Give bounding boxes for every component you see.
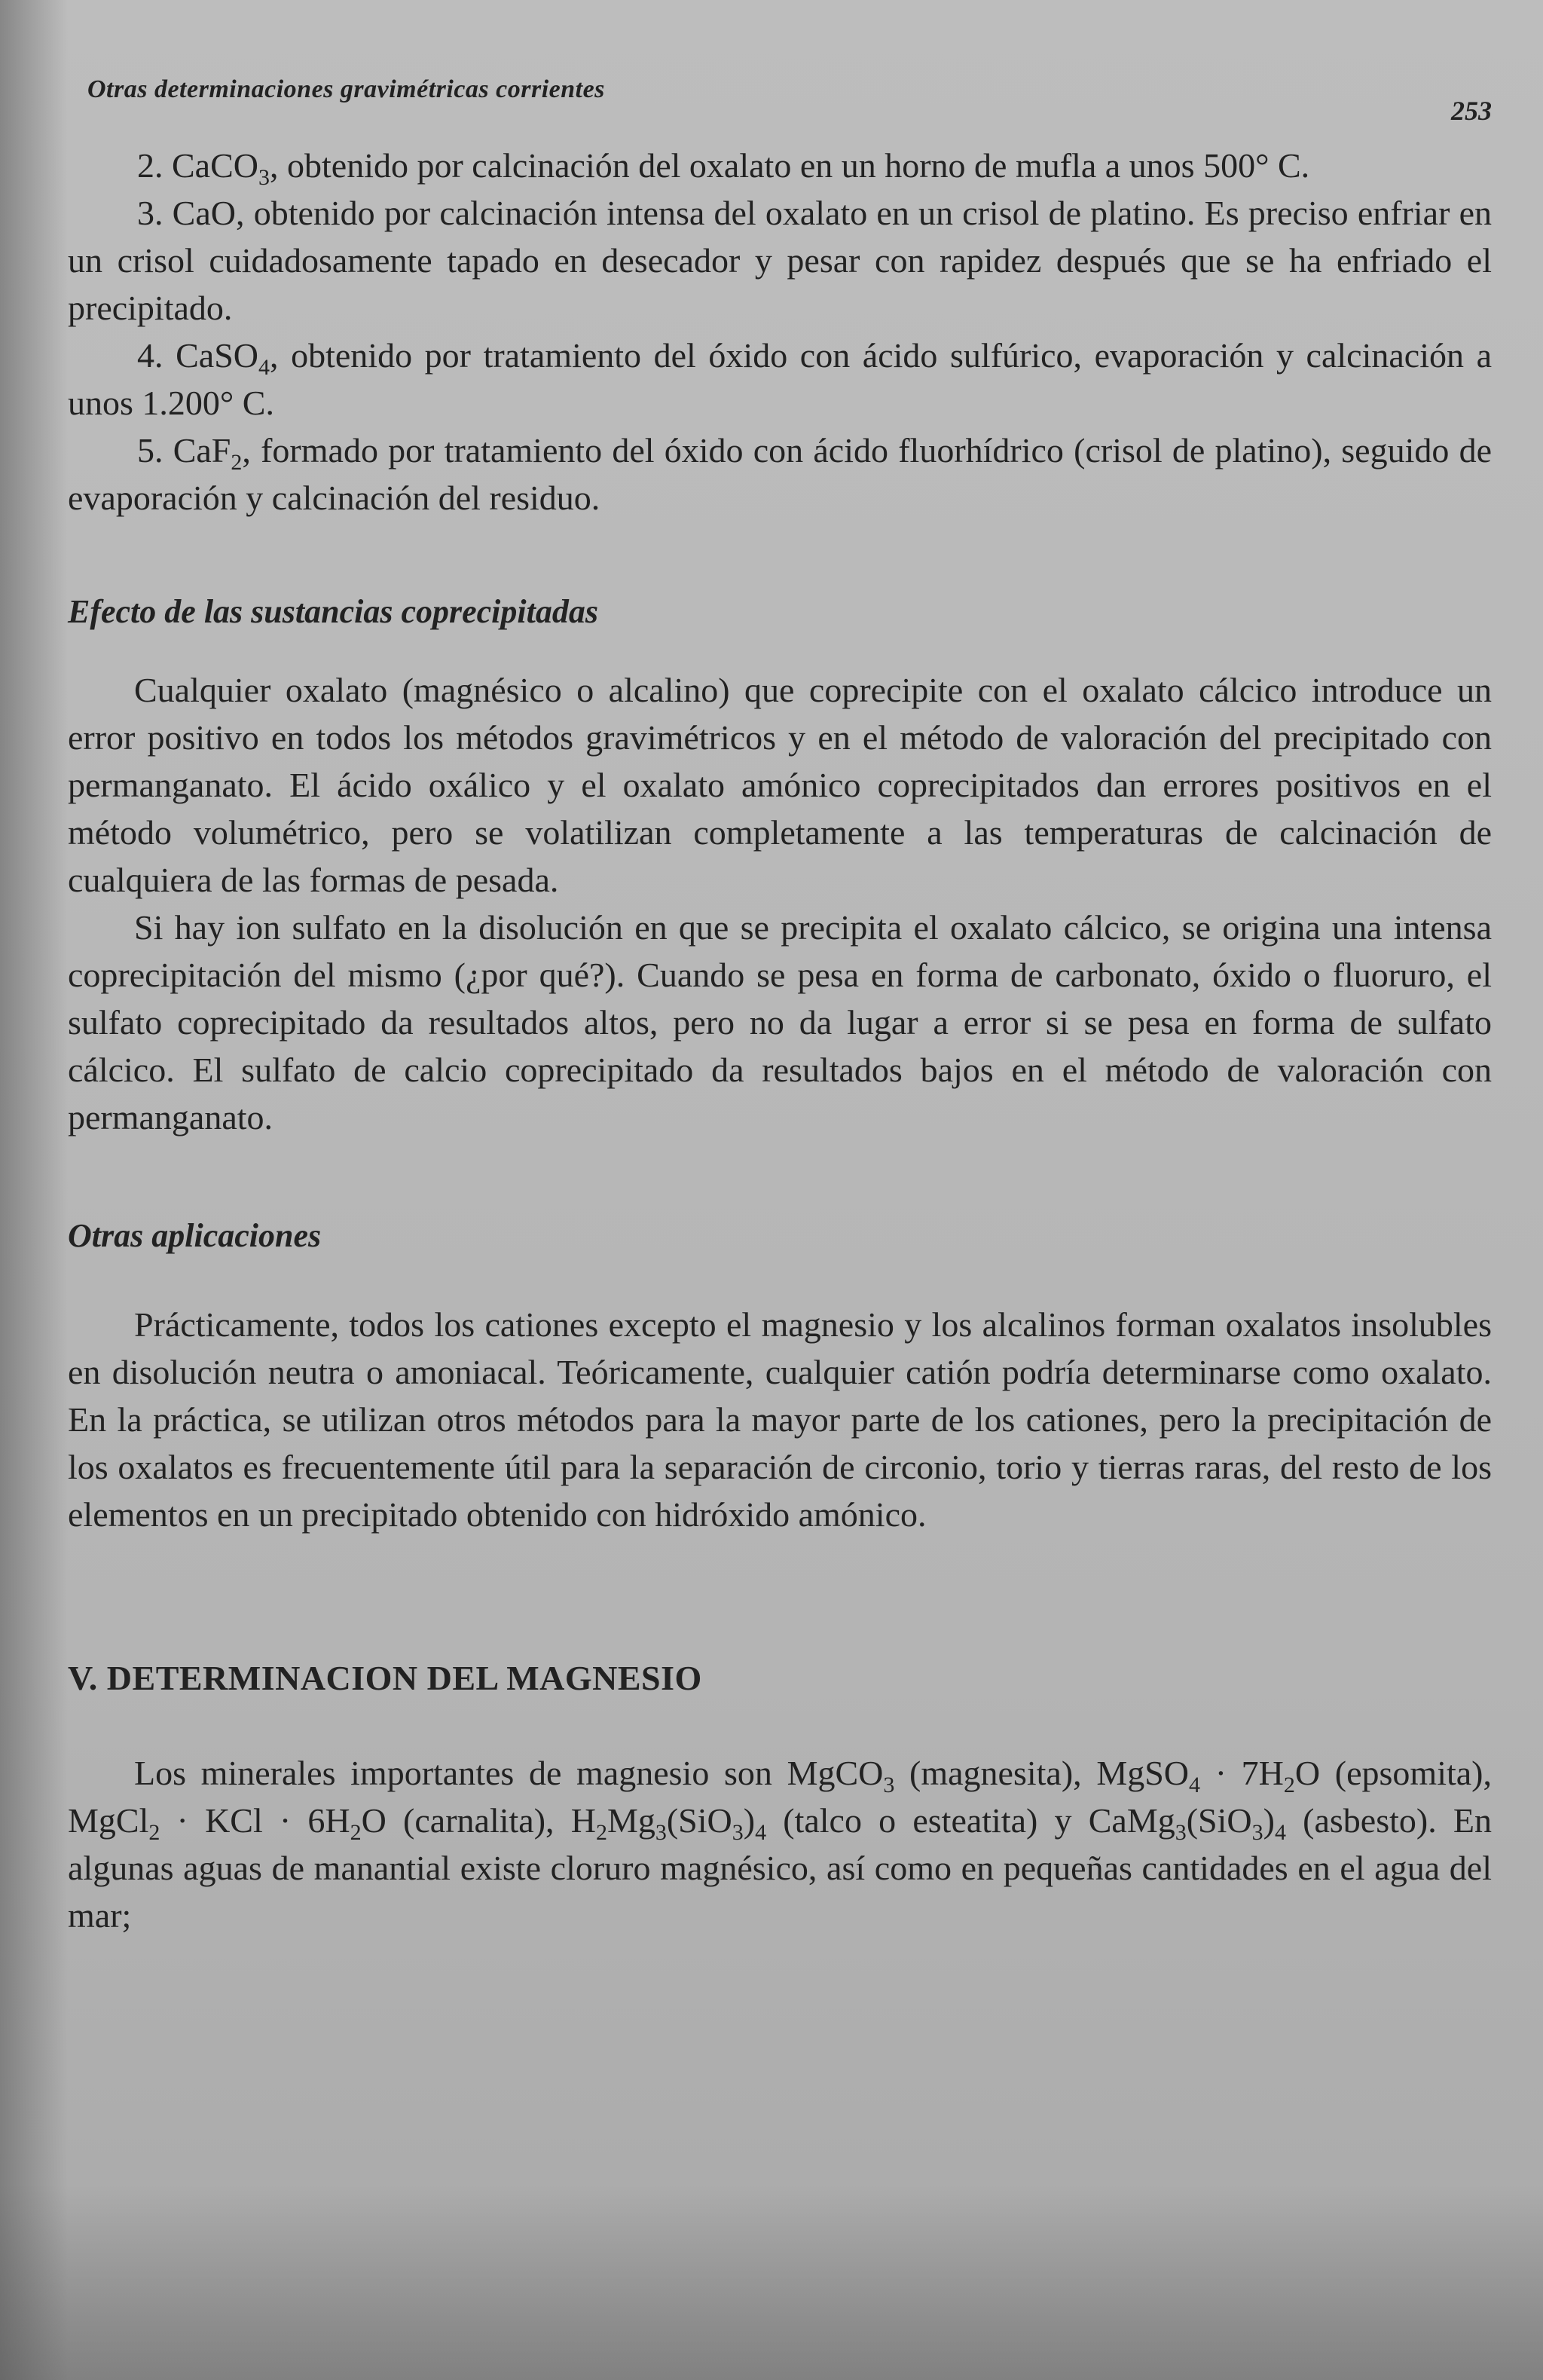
list-item-4: 4. CaSO$_4$, obtenido por tratamiento del óxido con ácido sulfúrico, evaporación y calcinación a unos 1.200° C. xyxy=(68,336,1492,422)
running-head xyxy=(68,66,1492,134)
heading-magnesium-determination: V. DETERMINACION DEL MAGNESIO xyxy=(68,1659,702,1697)
running-title: Otras determinaciones gravimétricas corrientes xyxy=(87,75,605,103)
page-number: 253 xyxy=(1451,96,1492,126)
page-shadow-bottom xyxy=(0,2184,1543,2380)
paragraph-other-applications: Prácticamente, todos los cationes excepto el magnesio y los alcalinos forman oxalatos insolubles en disolución neutra o amoniacal. Teóricamente, cualquier catión podría determinarse como oxalato. En la práctica, se utilizan otros métodos para la mayor parte de los cationes, pero la precipitación de los oxalatos es frecuentemente útil para la separación de circonio, torio y tierras raras, del resto de los elementos en un precipitado obtenido con hidróxido amónico. xyxy=(68,1305,1492,1534)
page-content xyxy=(68,66,1492,1939)
list-item-3: 3. CaO, obtenido por calcinación intensa del oxalato en un crisol de platino. Es preciso enfriar en un crisol cuidadosamente tapado en desecador y pesar con rapidez después que se ha enfriado el precipitado. xyxy=(68,194,1492,327)
calcium-forms-list xyxy=(68,142,1492,522)
page-shadow-left xyxy=(0,0,68,2380)
heading-other-applications: Otras aplicaciones xyxy=(68,1217,322,1254)
paragraph-oxalate-error: Cualquier oxalato (magnésico o alcalino) que coprecipite con el oxalato cálcico introduce un error positivo en todos los métodos gravimétricos y en el método de valoración del precipitado con permanganato. El ácido oxálico y el oxalato amónico coprecipitados dan errores positivos en el método volumétrico, pero se volatilizan completamente a las temperaturas de calcinación de cualquiera de las formas de pesada. xyxy=(68,671,1492,899)
list-item-2: 2. CaCO$_3$, obtenido por calcinación del oxalato en un horno de mufla a unos 500° C. xyxy=(137,146,1310,191)
paragraph-sulfate-coprecipitation: Si hay ion sulfato en la disolución en que se precipita el oxalato cálcico, se origina una intensa coprecipitación del mismo (¿por qué?). Cuando se pesa en forma de carbonato, óxido o fluoruro, el sulfato coprecipitado da resultados altos, pero no da lugar a error si se pesa en forma de sulfato cálcico. El sulfato de calcio coprecipitado da resultados bajos en el método de valoración con permanganato. xyxy=(68,908,1492,1136)
list-item-5: 5. CaF$_2$, formado por tratamiento del óxido con ácido fluorhídrico (crisol de platino), seguido de evaporación y calcinación del residuo. xyxy=(68,431,1493,517)
paragraph-magnesium-minerals: Los minerales importantes de magnesio son MgCO$_3$ (magnesita), MgSO$_4$ · $7H_2O$ (epsomita), MgCl$_2$ · KCl · $6H_2O$ (carnalita), $H_2Mg_3(SiO_3)_4$ (talco o esteatita) y $CaMg_3(SiO_3)_4$ (asbesto). En algunas aguas de manantial existe cloruro magnésico, así como en pequeñas cantidades en el agua del mar; xyxy=(68,1754,1492,1935)
heading-coprecipitated-substances: Efecto de las sustancias coprecipitadas xyxy=(68,593,598,630)
